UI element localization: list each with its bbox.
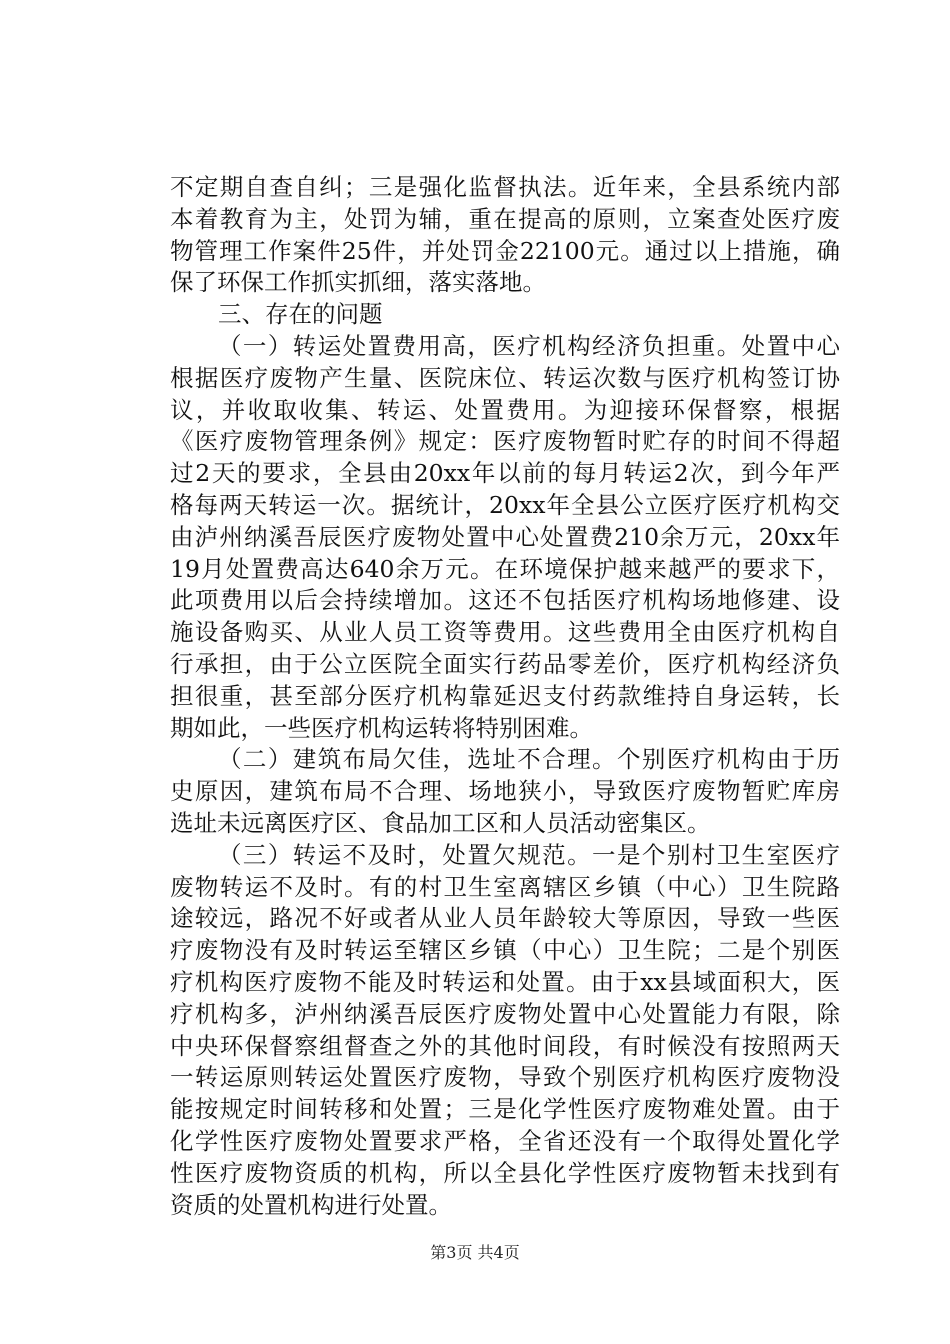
text-line: 性医疗废物资质的机构，所以全县化学性医疗废物暂未找到有 bbox=[170, 1158, 840, 1187]
text-line: （二）建筑布局欠佳，选址不合理。个别医疗机构由于历 bbox=[218, 745, 840, 774]
paragraph bbox=[170, 744, 840, 839]
text-line: 行承担，由于公立医院全面实行药品零差价，医疗机构经济负 bbox=[170, 649, 840, 678]
text-line: （三）转运不及时，处置欠规范。一是个别村卫生室医疗 bbox=[218, 840, 840, 869]
text-line: 施设备购买、从业人员工资等费用。这些费用全由医疗机构自 bbox=[170, 618, 840, 647]
text-line: （一）转运处置费用高，医疗机构经济负担重。处置中心 bbox=[218, 331, 840, 360]
text-line: 疗废物没有及时转运至辖区乡镇（中心）卫生院；二是个别医 bbox=[170, 936, 840, 965]
text-line: 资质的处置机构进行处置。 bbox=[170, 1190, 452, 1219]
text-line: 物管理工作案件25件，并处罚金22100元。通过以上措施，确 bbox=[170, 236, 840, 265]
text-line: 能按规定时间转移和处置；三是化学性医疗废物难处置。由于 bbox=[170, 1095, 840, 1124]
text-line: 19月处置费高达640余万元。在环境保护越来越严的要求下， bbox=[170, 554, 840, 583]
text-line: 由泸州纳溪吾辰医疗废物处置中心处置费210余万元，20xx年 bbox=[170, 522, 840, 551]
text-line: 废物转运不及时。有的村卫生室离辖区乡镇（中心）卫生院路 bbox=[170, 872, 840, 901]
text-line: 一转运原则转运处置医疗废物，导致个别医疗机构医疗废物没 bbox=[170, 1063, 840, 1092]
text-line: 化学性医疗废物处置要求严格，全省还没有一个取得处置化学 bbox=[170, 1126, 840, 1155]
text-line: 三、存在的问题 bbox=[218, 300, 383, 329]
text-line: 史原因，建筑布局不合理、场地狭小，导致医疗废物暂贮库房 bbox=[170, 777, 840, 806]
text-line: 此项费用以后会持续增加。这还不包括医疗机构场地修建、设 bbox=[170, 586, 840, 615]
text-line: 选址未远离医疗区、食品加工区和人员活动密集区。 bbox=[170, 808, 711, 837]
text-line: 过2天的要求，全县由20xx年以前的每月转运2次，到今年严 bbox=[170, 459, 840, 488]
page-number-footer: 第3页 共4页 bbox=[430, 1243, 520, 1262]
paragraph bbox=[170, 172, 840, 299]
text-line: 根据医疗废物产生量、医院床位、转运次数与医疗机构签订协 bbox=[170, 363, 840, 392]
text-line: 途较远，路况不好或者从业人员年龄较大等原因，导致一些医 bbox=[170, 904, 840, 933]
text-line: 中央环保督察组督查之外的其他时间段，有时候没有按照两天 bbox=[170, 1031, 840, 1060]
text-line: 疗机构多，泸州纳溪吾辰医疗废物处置中心处置能力有限，除 bbox=[170, 999, 840, 1028]
text-line: 保了环保工作抓实抓细，落实落地。 bbox=[170, 268, 546, 297]
text-line: 不定期自查自纠；三是强化监督执法。近年来，全县系统内部 bbox=[170, 173, 840, 201]
paragraph bbox=[170, 299, 840, 331]
text-line: 担很重，甚至部分医疗机构靠延迟支付药款维持自身运转，长 bbox=[170, 681, 840, 710]
text-line: 《医疗废物管理条例》规定：医疗废物暂时贮存的时间不得超 bbox=[170, 427, 840, 456]
text-line: 期如此，一些医疗机构运转将特别困难。 bbox=[170, 713, 593, 742]
text-line: 议，并收取收集、转运、处置费用。为迎接环保督察，根据 bbox=[170, 395, 840, 424]
text-line: 疗机构医疗废物不能及时转运和处置。由于xx县域面积大，医 bbox=[170, 967, 840, 996]
paragraph bbox=[170, 331, 840, 744]
text-line: 本着教育为主，处罚为辅，重在提高的原则，立案查处医疗废 bbox=[170, 204, 840, 233]
document-body bbox=[170, 172, 840, 1221]
text-line: 格每两天转运一次。据统计，20xx年全县公立医疗医疗机构交 bbox=[170, 490, 840, 519]
paragraph bbox=[170, 840, 840, 1222]
